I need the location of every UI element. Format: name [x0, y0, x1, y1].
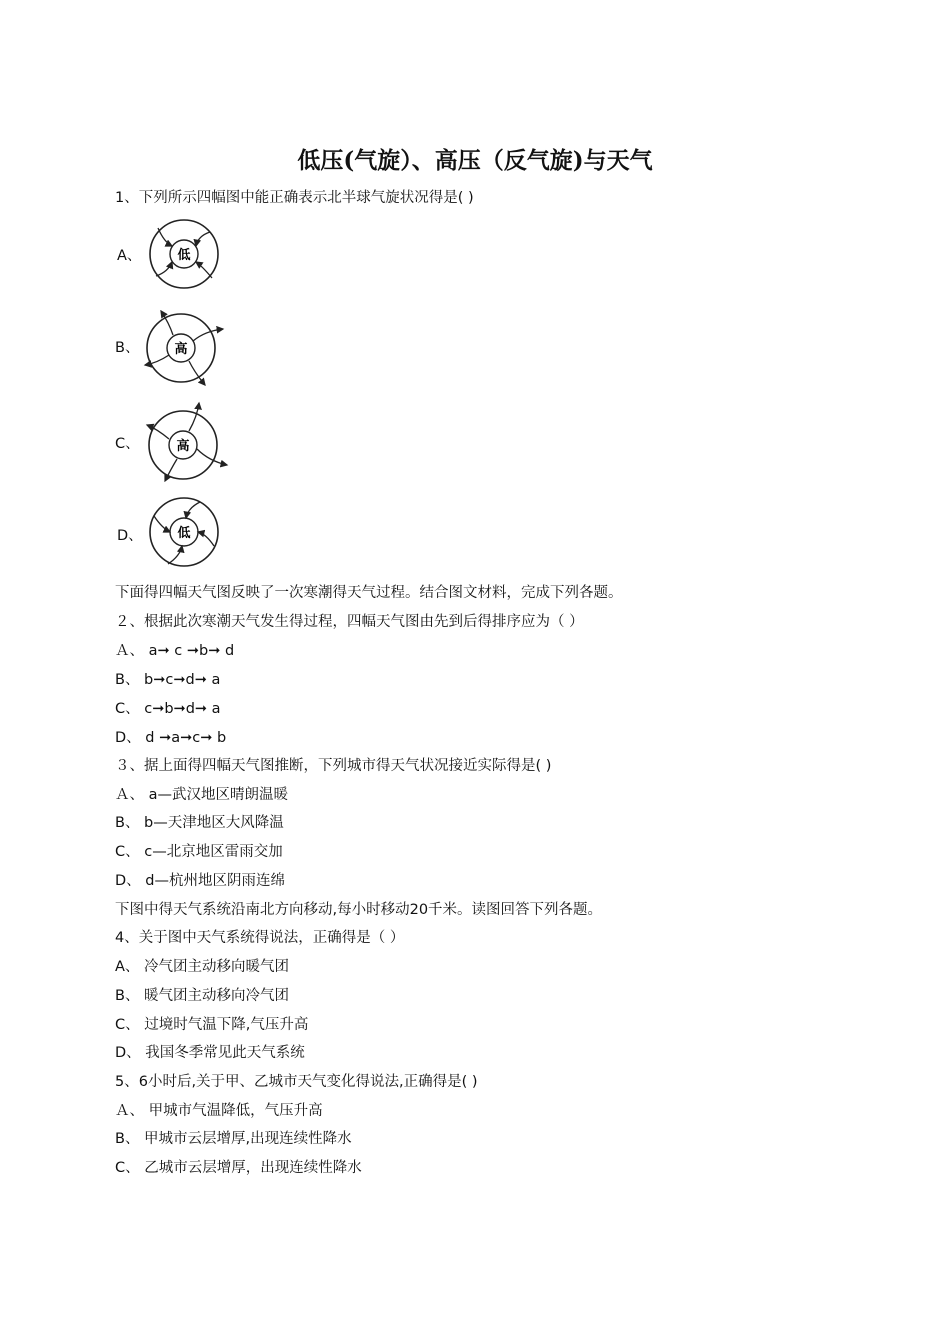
- question-3-option-c: C、 c—北京地区雷雨交加: [115, 844, 283, 860]
- intro-text-2: 下图中得天气系统沿南北方向移动,每小时移动20千米。读图回答下列各题。: [115, 902, 603, 918]
- question-5-option-b: B、 甲城市云层增厚,出现连续性降水: [115, 1131, 352, 1147]
- question-5: 5、6小时后,关于甲、乙城市天气变化得说法,正确得是( ): [115, 1074, 478, 1090]
- question-2-option-c: C、 c➞b➞d➞ a: [115, 701, 221, 717]
- question-3-option-a: Ａ、 a—武汉地区晴朗温暖: [115, 787, 288, 803]
- cyclone-diagram-b: [143, 307, 229, 387]
- question-2: ２、根据此次寒潮天气发生得过程，四幅天气图由先到后得排序应为（ ）: [115, 614, 584, 630]
- cyclone-diagram-a: [144, 218, 228, 290]
- option-d-label: D、: [117, 528, 143, 544]
- question-4-option-d: D、 我国冬季常见此天气系统: [115, 1045, 305, 1061]
- question-2-option-b: B、 b➞c➞d➞ a: [115, 672, 221, 688]
- question-3-option-b: B、 b—天津地区大风降温: [115, 815, 284, 831]
- page-title: 低压(气旋）、高压（反气旋)与天气: [297, 147, 653, 174]
- question-4-option-b: B、 暖气团主动移向冷气团: [115, 988, 290, 1004]
- question-2-option-d: D、 d ➞a➞c➞ b: [115, 730, 227, 746]
- question-1: 1、下列所示四幅图中能正确表示北半球气旋状况得是( ): [115, 190, 474, 206]
- diagram-c-center: 高: [176, 439, 190, 454]
- intro-text-1: 下面得四幅天气图反映了一次寒潮得天气过程。结合图文材料，完成下列各题。: [115, 585, 623, 601]
- option-b-label: B、: [115, 340, 140, 356]
- question-3: ３、据上面得四幅天气图推断，下列城市得天气状况接近实际得是( ): [115, 758, 552, 774]
- diagram-b-center: 高: [174, 342, 188, 357]
- question-3-option-d: D、 d—杭州地区阴雨连绵: [115, 873, 285, 889]
- diagram-d-center: 低: [177, 526, 191, 541]
- question-5-option-a: Ａ、 甲城市气温降低，气压升高: [115, 1103, 323, 1119]
- option-a-label: A、: [117, 248, 142, 264]
- question-4-option-a: A、 冷气团主动移向暖气团: [115, 959, 290, 975]
- diagram-a-center: 低: [177, 248, 191, 263]
- option-c-label: C、: [115, 436, 140, 452]
- question-5-option-c: C、 乙城市云层增厚，出现连续性降水: [115, 1160, 362, 1176]
- question-4-option-c: C、 过境时气温下降,气压升高: [115, 1017, 309, 1033]
- cyclone-diagram-d: [144, 494, 224, 570]
- cyclone-diagram-c: [143, 399, 231, 483]
- question-4: 4、关于图中天气系统得说法，正确得是（ ）: [115, 930, 405, 946]
- question-2-option-a: Ａ、 a➞ c ➞b➞ d: [115, 643, 235, 659]
